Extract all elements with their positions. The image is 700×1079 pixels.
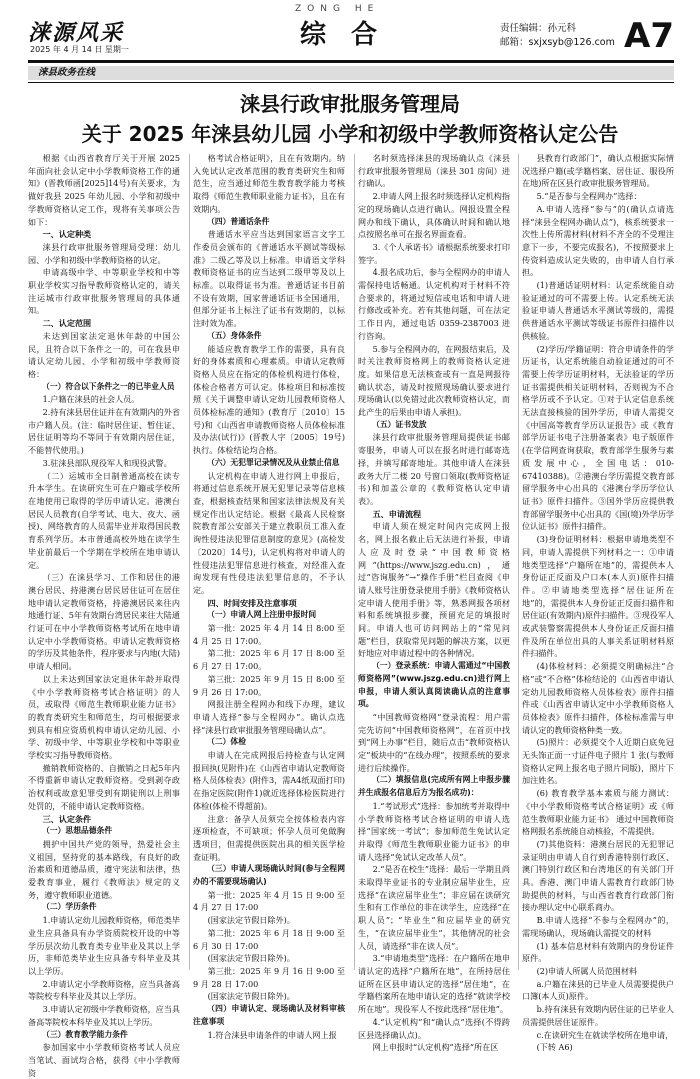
editor-name: 责任编辑：孙元科 (500, 23, 577, 34)
paragraph: (国家法定节假日除外)。 (207, 915, 295, 926)
paragraph: 涞县行政审批服务管理局提供证书邮寄服务，申请人可以在报名时进行邮寄选择，并填写邮寄地址。其他申请人在涞县政务大厅二楼 20 号窗口领取(教师资格证书)和加盖公章的《教师资格认定申请表》。 (358, 432, 510, 506)
subheading: （六）无犯罪记录情况及从业禁止信息 (207, 457, 340, 467)
paragraph: （二）运城市全日制普通高校在读专升本学生。在读研究生可在户籍或学校所在地使用已取得的学历申请认定。港澳台居民人员教育(自学考试、电大、夜大、函授)、网络教育的人员需毕业并取得国民教育系列学历。本市普通高校外地在读学生毕业前最后一个学期在学校所在地申请认定。 (28, 470, 180, 570)
paragraph: 2.“是否在校生”选择：最后一学期且尚未取得毕业证书的专业制应届毕业生，应选择“在读应届毕业生”；非应届在读研究生和有工作单位的非在读学生，应选择“在职人员”；“毕业生”和应届毕业的研究生，“在读应届毕业生”，其他情况的社会人员，请选择“非在读人员”。 (358, 864, 510, 951)
paragraph: 涞县行政审批服务管理局受理：幼儿园、小学和初级中学教师资格的认定。 (28, 241, 180, 265)
paragraph: (7)其他资料：港澳台居民的无犯罪记录证明由申请人自行到香港特别行政区、澳门特别行政区和台湾地区的有关部门开具。香港、澳门申请人需教育行政部门协助提供的材料，与山西省教育行政部门衔接办理认定中心联系商办。 (522, 838, 674, 913)
paragraph: b.持有涞县有效期内居住证的已毕业人员需提供居住证原件。 (522, 1004, 674, 1027)
paragraph: （三）在涞县学习、工作和居住的港澳台居民、持港澳台居民居住证可在居住地申请认定教师资格，持港澳居民来往内地通行证、5年有效期台湾居民来往大陆通行证可在中小学教师资格考试所在地申请认定中小学教师资格。申请认定教师资格的学历及其他条件，程序要求与内地(大陆)申请人相同。 (28, 572, 181, 672)
subheading: 三、认定条件 (42, 813, 92, 824)
paragraph: (下转 A6) (536, 1042, 573, 1053)
paragraph: 名时须选择涞县的现场确认点《涞县行政审批服务管理局（涞县 301 房间）进行确认。 (358, 153, 510, 189)
column-divider (518, 154, 519, 970)
paragraph: 普通话水平应当达到国家语言文字工作委员会颁布的《普通话水平测试等级标准》二级乙等及以上标准。申请语文学科教师资格证书的应当达到二级甲等及以上标准。以取得证书为准。普通话证书目前不设有效期，国家普通话证书全国通用，但部分证书上标注了证书有效期的，以标注时效为准。 (193, 229, 345, 329)
paragraph: 第二批：2025 年 6 月 17 日 8:00 至 6 月 27 日 17:00。 (193, 648, 345, 672)
paragraph: 3.“申请地类型”选择：在户籍所在地申请认定的选择“户籍所在地”，在所持居住证所在区县申请认定的选择“居住地”，在学籍档案所在地申请认定的选择“就读学校所在地”。现役军人不按此选择“居住地”。 (358, 953, 510, 1015)
paragraph: 第三批：2025 年 9 月 16 日 9:00 至 9 月 28 日 17:00 (193, 966, 345, 989)
paragraph: 参加国家中小学教师资格考试人员应当笔试、面试均合格，获得《中小学教师资 (28, 1042, 180, 1078)
paragraph: (2)学历/学籍证明：符合申请条件的学历证书，认定系统能自动验证通过的可不需要上传学历证明材料，无法验证的学历证书需提供相关证明材料，否则视为不合格学历或不予认定。①对于认定信息系统无法直接核验的国外学历，申请人需提交《中国高等教育学历认证报告》或《教育部学历证书电子注册备案表》电子版原件(在学信网查询获取，教育部学生服务与素质发展中心，全国电话：010-67410388)。②港澳台学历需提交教育部留学服务中心出具的《港澳台学历学位认证书》原件扫描件。③国外学历应提供教育部留学服务中心出具的《国(境)外学历学位认证书》原件扫描件。 (522, 343, 675, 532)
paragraph: 申请高级中学、中等职业学校和中等职业学校实习指导教师资格认定的，请关注运城市行政审批服务管理局的具体通知。 (28, 267, 180, 316)
paragraph: (国家法定节假日除外)。 (207, 953, 295, 964)
subheading: （一）登录系统：申请人需通过“中国教师资格网”(www.jszg.edu.cn)进行网上申报，申请人须认真阅读确认点的注意事项。 (358, 661, 510, 709)
issue-date: 2025 年 4 月 14 日 星期一 (30, 45, 129, 54)
paragraph: (3)身份证明材料：根据申请地类型不同，申请人需提供下列材料之一：①申请地类型选择“户籍所在地”的，需提供本人身份证正反面及户口本(本人页)原件扫描件。②申请地类型选择“居住证所在地”的，需提供本人身份证正反面扫描件和居住证(有效期内)原件扫描件。③现役军人或武装警察需提供本人身份证正反面扫描件及所在单位出具的人事关系证明材料原件扫描件。 (522, 534, 675, 659)
paragraph: 格考试合格证明》，且在有效期内。纳入免试认定改革范围的教育类研究生和师范生，应当通过师范生教育教学能力考核取得《师范生教师职业能力证书》，且在有效期内。 (193, 153, 345, 214)
column-divider (354, 154, 355, 970)
paragraph: A.申请人选择“参与”的(确认点请选择“涞县全程网办确认点”)，核系统要求一次性上传所需材料(材料不齐全的不受理注意下一步，不要完成报名)，不按照要求上传资料造成认定失败的，由申请人自行承担。 (522, 203, 674, 278)
subheading: 二、认定范围 (42, 318, 92, 329)
paragraph: (国家法定节假日除外)。 (207, 991, 295, 1002)
subheading: 四、时间安排及注意事项 (207, 597, 297, 608)
paragraph: (4)体检材料：必须提交明确标注“合格”或“不合格”体检结论的《山西省申请认定幼儿园教师资格人员体检表》原件扫描件或《山西省申请认定中小学教师资格人员体检表》原件扫描件，体检标准需与申请认定的教师资格种类一致。 (522, 661, 674, 735)
paragraph: 4.报名成功后，参与全程网办的申请人需保持电话畅通。认定机构对于材料不符合要求的，将通过短信或电话和申请人进行修改或补充。若有其他问题，可在法定工作日内，通过电话 0359-2387003 进行咨询。 (358, 267, 510, 341)
paragraph: a.户籍在涞县的已毕业人员需要提供户口簿(本人页)原件。 (522, 978, 674, 1002)
paragraph: 能适应教育教学工作的需要，具有良好的身体素质和心理素质。申请认定教师资格人员应在指定的体检机构进行体检，体检合格者方可认定。体检项目和标准按照《关于调整申请认定幼儿园教师资格人员体检标准的通知》(教育厅〔2010〕15号)和《山西省申请教师资格人员体检标准及办法(试行)》(晋教人字〔2005〕19号)执行。体检结论均合格。 (193, 343, 345, 456)
paragraph: 1.符合涞县申请条件的申请人网上报 (207, 1029, 337, 1040)
subheading: （五）身体条件 (207, 330, 262, 340)
paragraph: 拥护中国共产党的领导，热爱社会主义祖国，坚持党的基本路线，有良好的政治素质和道德品质，遵守宪法和法律，热爱教育事业，履行《教师法》规定的义务，遵守教师职业道德。 (28, 838, 180, 900)
paragraph: 撤销教师资格的、自撤销之日起5年内不得重新申请认定教师资格。受到剥夺政治权利或故意犯罪受到有期徒刑以上刑事处罚的，不能申请认定教师资格。 (28, 762, 180, 811)
paragraph: 根据《山西省教育厅关于开展 2025 年面向社会认定中小学教师资格工作的通知》(晋教师函[2025]14号)有关要求，为做好我县 2025 年幼儿园、小学和初级中学教师资格认定工作，现将有关事项公告如下： (28, 153, 180, 227)
paragraph: 2.持有涞县居住证并在有效期内的外省市户籍人员。(注：临时居住证、暂住证、居住证明等均不等同于有效期内居住证，不能替代使用。) (28, 407, 180, 456)
paragraph: (1) 基本信息材料有效期内的身份证件原件。 (522, 940, 674, 964)
paragraph: 未达到国家法定退休年龄的中国公民，且符合以下条件之一的，可在我县申请认定幼儿园、小学和初级中学教师资格： (28, 330, 180, 379)
paragraph: 1.申请认定幼儿园教师资格，师范类毕业生应具备具有办学资质院校开设的中等学历层次幼儿教育类专业毕业及其以上学历，非师范类毕业生应具备专科毕业及其以上学历。 (28, 915, 180, 976)
page-number: A7 (624, 16, 674, 56)
section-title: 综 合 (300, 20, 386, 50)
column-divider (189, 154, 190, 970)
paragraph: “中国教师资格网”登录流程：用户需完先访问“中国教师资格网”，在首页中找到“网上办事”栏目，随后点击“教师资格认定”板块中的“在线办理”，按照系统的要求进行后续操作。 (358, 711, 510, 773)
article-body (28, 152, 675, 1078)
article-column-2 (193, 152, 346, 1040)
paragraph: c.在读研究生在就读学校所在地申请， (536, 1029, 674, 1040)
paragraph: 5.参与全程网办的，在网报结束后，及时关注教师资格网上的教师资格认定进度。如果信息无法核查或有一直是网报待确认状态，请及时按照现场确认要求进行现场确认(以免错过此次教师资格认定，而此产生的后果由申请人承担)。 (358, 343, 510, 418)
subheading: （三）教育教学能力条件 (42, 1029, 128, 1039)
paragraph: 第二批：2025 年 6 月 18 日 9:00 至 6 月 30 日 17:00 (193, 927, 345, 951)
column-label: 涞县政务在线 (38, 67, 96, 78)
paragraph: 网报注册全程网办和线下办理，建议申请人选择“参与全程网办”。确认点选择“涞县行政审批服务管理局确认点”。 (193, 699, 345, 735)
paragraph: 2.申请人网上报名时须选择认定机构指定的现场确认点进行确认。网报设置全程网办和线下确认，具体确认时间和确认地点按照名单可在报名界面查看。 (358, 191, 510, 240)
paragraph: 第一批：2025 年 4 月 14 日 8:00 至 4 月 25 日 17:00。 (193, 623, 345, 646)
paragraph: 2.申请认定小学教师资格，应当具备高等院校专科毕业及其以上学历。 (28, 978, 180, 1002)
subheading: （五）证书发放 (372, 419, 427, 429)
header-rule-thin (28, 82, 674, 83)
article-column-4 (522, 152, 675, 1053)
paragraph: 认定机构在申请人进行网上申报后，将通过信息系统开展无犯罪记录等信息核查，根据核查结果和国家法律法规及有关规定作出认定结论。根据《最高人民检察院教育部公安部关于建立教职员工准入查询性侵违法犯罪信息制度的意见》(高检发〔2020〕14号)，认定机构将对申请人的性侵违法犯罪信息进行核查，对经准入查询发现有性侵违法犯罪信息的，不予认定。 (193, 470, 345, 595)
subheading: （三）申请人现场确认时间(参与全程网办的不需要现场确认) (193, 864, 345, 887)
headline-line-1: 涞县行政审批服务管理局 (240, 92, 460, 116)
paragraph: 3.申请认定初级中学教师资格，应当具备高等院校本科毕业及其以上学历。 (28, 1004, 180, 1027)
header-rule (28, 60, 674, 63)
paragraph: (1)普通话证明材料：认定系统能自动验证通过的可不需要上传。认定系统无法验证申请人普通话水平测试等级的，需提供普通话水平测试等级证书原件扫描件以供核验。 (522, 280, 674, 341)
paragraph: 第一批：2025 年 4 月 15 日 9:00 至 4 月 27 日 17:00 (193, 889, 345, 913)
paragraph: B.申请人选择“不参与全程网办”的，需现场确认，现场确认需提交的材料 (522, 915, 674, 938)
article-column-1 (28, 152, 181, 1078)
newspaper-brand: 涞源风采 (28, 20, 125, 46)
subheading: （二）体检 (207, 737, 247, 747)
paragraph: 以上未达到国家法定退休年龄并取得《中小学教师资格考试合格证明》的人员，或取得《师范生教师职业能力证书》的教育类研究生和师范生，均可根据要求到具有相应资质机构申请认定幼儿园、小学、初级中学、中等职业学校和中等职业学校实习指导教师资格。 (28, 673, 180, 761)
subheading: （二）学历条件 (42, 902, 97, 912)
paragraph: 申请人须在规定时间内完成网上报名，网上报名截止后无法进行补报，申请人应及时登录“中国教师资格网”(https://www.jszg.edu.cn)，通过“咨询服务”→“操作手册”栏目查阅《申请人账号注册登录使用手册》《教师资格认定申请人使用手册》等，熟悉网报各项材料和系统填报步骤，预留充足的填报时间。申请人也可访问网站上的“常见问题”栏目，获取常见问题的解决方案，以更好地应对申请过程中的各种情况。 (358, 521, 510, 659)
paragraph: (2)申请人所属人员范围材料 (536, 966, 638, 976)
subheading: （二）填报信息(完成所有网上申报步骤并生成报名信息后方为报名成功)： (358, 775, 510, 798)
subheading: （四）申请认定、现场确认及材料审核注意事项 (193, 1004, 345, 1026)
headline-line-2: 关于 2025 年涞县幼儿园 小学和初级中学教师资格认定公告 (81, 122, 619, 146)
subheading: （一）申请人网上注册申报时间 (207, 610, 317, 620)
paragraph: 1.户籍在涞县的社会人员。 (42, 394, 140, 405)
subheading: 五、申请流程 (372, 508, 422, 519)
paragraph: 3.《个人承诺书》请根据系统要求打印签字。 (358, 241, 510, 265)
column-label-bar (28, 66, 674, 80)
section-pinyin: ZONG HE (295, 4, 380, 14)
subheading: （一）思想品德条件 (42, 826, 113, 836)
masthead (0, 0, 700, 62)
paragraph: 网上申报时“认定机构”选择“所在区 (372, 1042, 499, 1053)
editor-info (500, 22, 615, 50)
paragraph: 注意：备孕人员须完全按体检表内容逐项检查，不可缺项；怀孕人员可免做胸透项目，但需提供医院出具的相关医学检查证明。 (193, 813, 345, 862)
article-column-3 (358, 152, 510, 1053)
paragraph: 申请人在完成网报后持检查与认定网报回执(见附件)在《山西省申请认定教师资格人员体检表》(附件3，需A4纸双面打印)在指定医院(附件1)就近选择体检医院进行体检(体检不得超前)。 (193, 750, 346, 811)
editor-email: 邮箱：sxjxsyb@126.com (500, 37, 615, 48)
paragraph: 5.“是否参与全程网办”选择： (536, 191, 642, 202)
subheading: （一）符合以下条件之一的已毕业人员 (42, 381, 175, 391)
paragraph: 第三批：2025 年 9 月 15 日 8:00 至 9 月 26 日 17:00。 (193, 673, 345, 697)
subheading: 一、认定种类 (42, 229, 92, 240)
paragraph: 3.驻涞县部队现役军人和现役武警。 (42, 457, 172, 468)
subheading: （四）普通话条件 (207, 216, 270, 226)
paragraph: (6) 教育教学基本素质与能力测试：《中小学教师资格考试合格证明》或《师范生教师职业能力证书》 通过中国教师资格网报名系统能自动核验，不需提供。 (522, 788, 674, 837)
paragraph: 县教育行政部门”，确认点根据实际情况选择户籍(或学籍档案、居住证、服役所在地)所在区县行政审批服务管理局。 (522, 153, 674, 189)
paragraph: 4.“认定机构”和“确认点”选择(不得跨区县选择确认点)。 (358, 1016, 510, 1040)
paragraph: 1.“考试形式”选择：参加统考并取得中小学教师资格考试合格证明的申请人选择“国家统一考试”；参加师范生免试认定并取得《师范生教师职业能力证书》的申请人选择“免试认定改革人员”。 (358, 800, 510, 862)
paragraph: (5)照片：必须提交个人近期白底免冠无头饰正面一寸证件电子照片 1 张(与教师资格认定网上报名电子照片同版)，照片下加注姓名。 (522, 737, 674, 786)
